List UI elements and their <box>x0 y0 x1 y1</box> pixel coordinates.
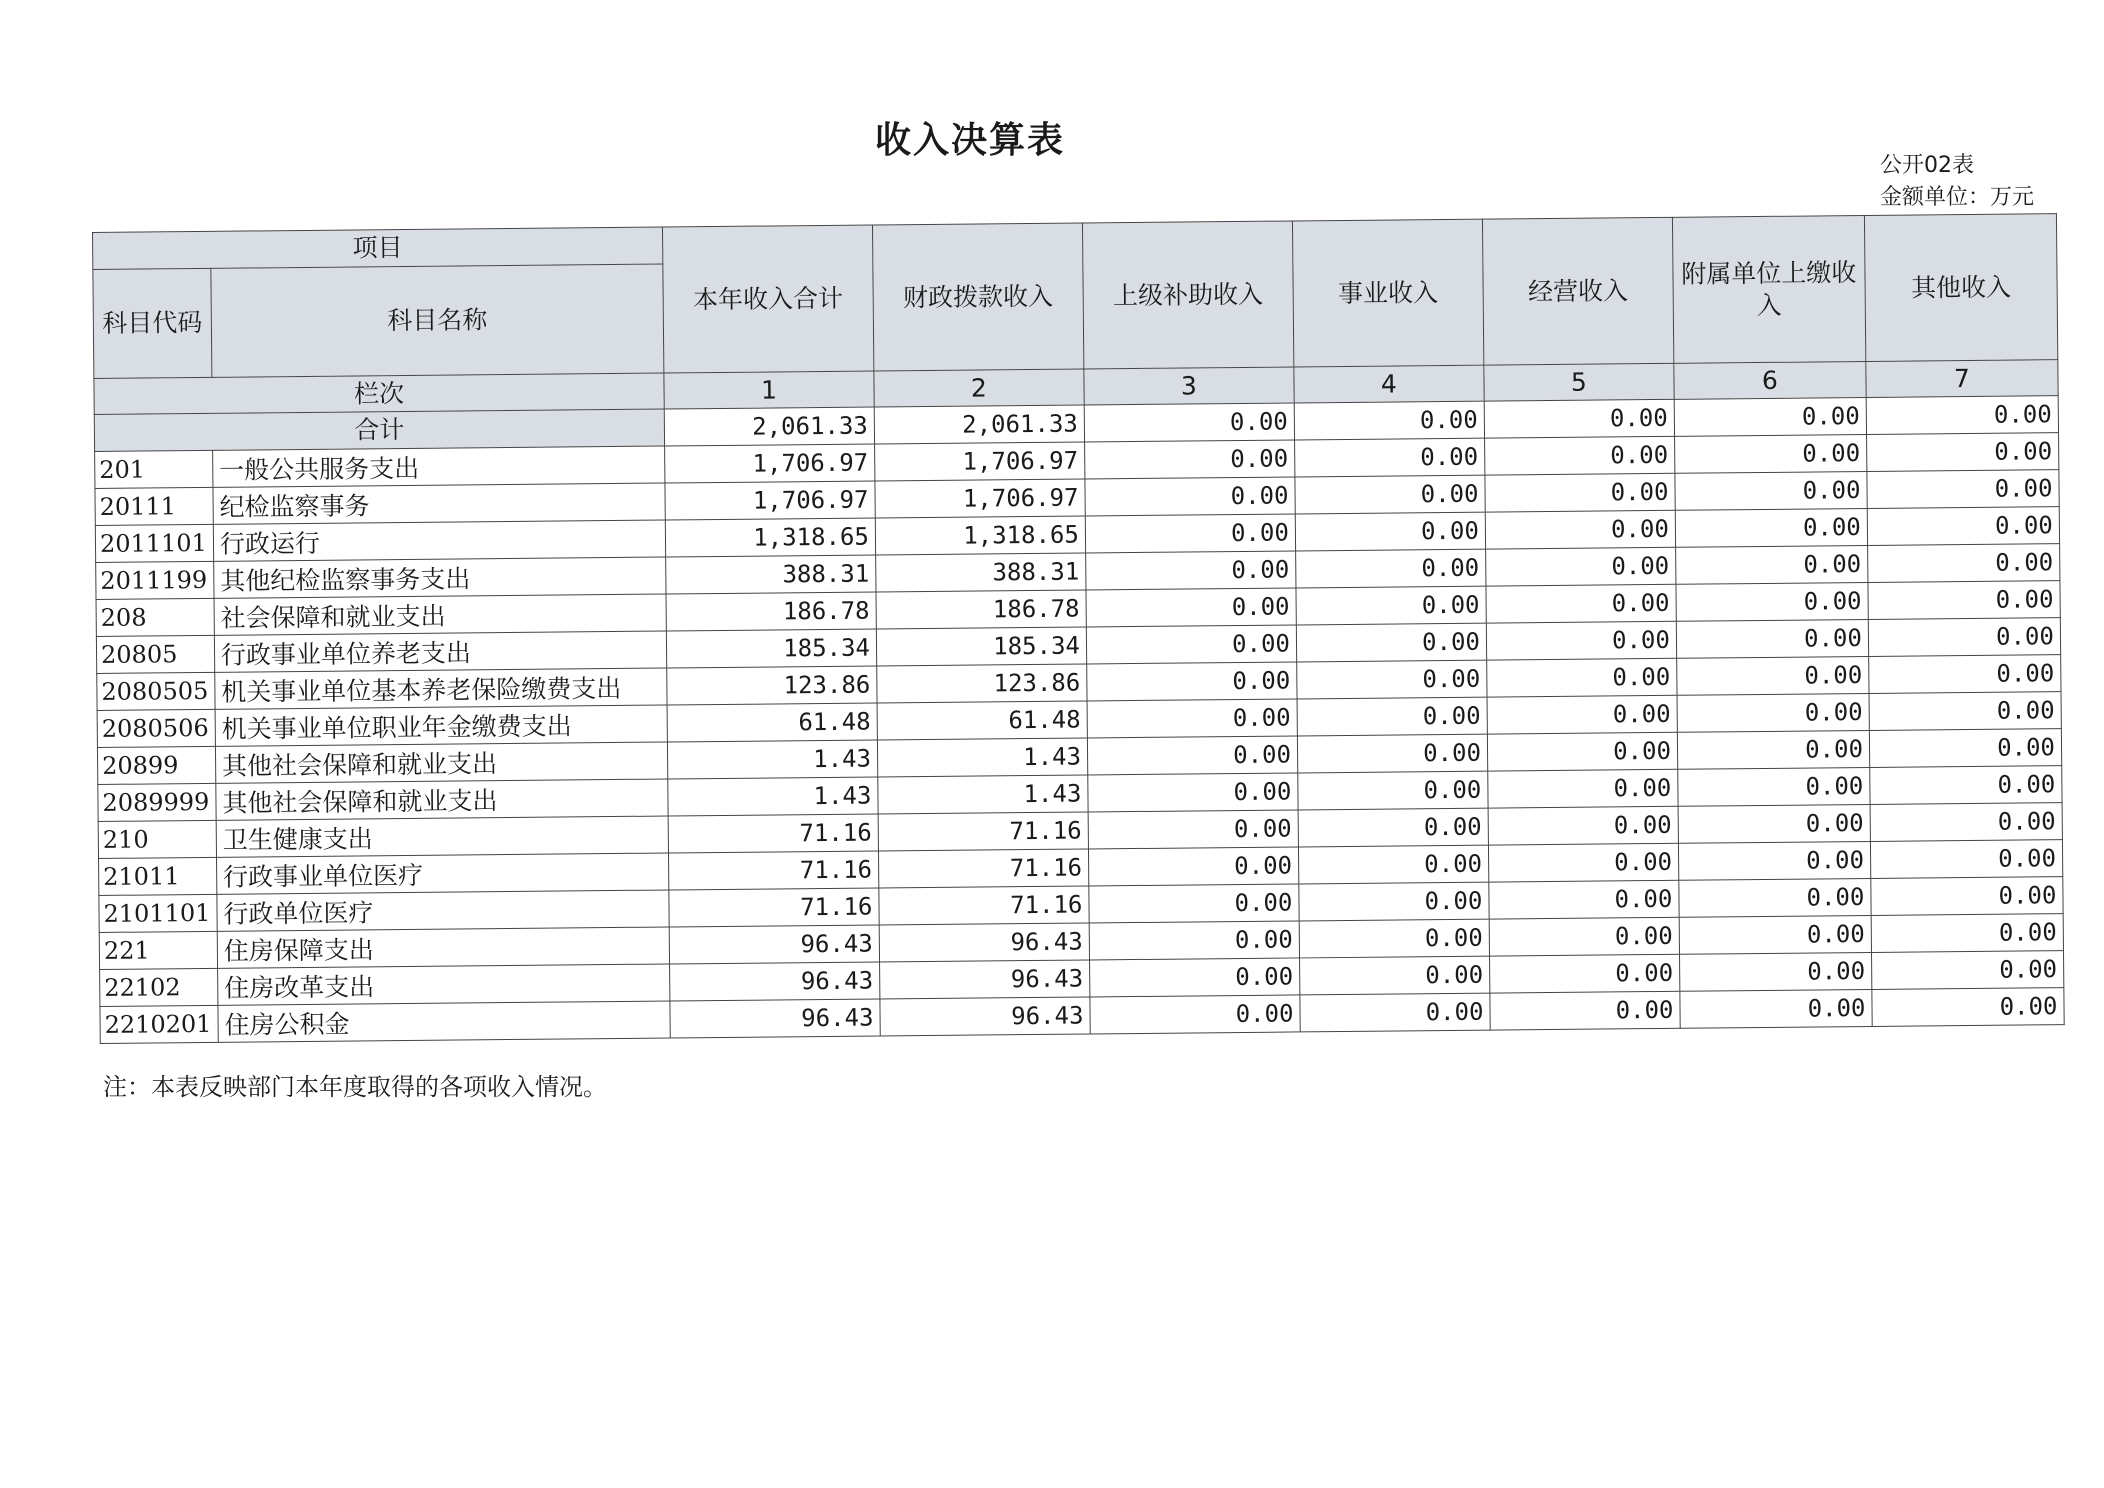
amount-cell: 0.00 <box>1678 767 1870 806</box>
amount-cell: 0.00 <box>1090 995 1300 1034</box>
amount-cell: 0.00 <box>1870 840 2062 879</box>
total-value: 0.00 <box>1866 396 2058 435</box>
form-number: 公开02表 <box>1879 153 1974 178</box>
amount-cell: 0.00 <box>1488 769 1678 808</box>
col-number: 5 <box>1484 363 1674 401</box>
amount-cell: 0.00 <box>1870 766 2062 805</box>
amount-cell: 0.00 <box>1678 841 1870 880</box>
amount-cell: 123.86 <box>667 666 877 705</box>
amount-cell: 71.16 <box>879 886 1089 925</box>
amount-cell: 0.00 <box>1871 877 2063 916</box>
amount-cell: 0.00 <box>1087 699 1297 738</box>
amount-cell: 0.00 <box>1488 806 1678 845</box>
amount-cell: 0.00 <box>1086 625 1296 664</box>
total-value: 0.00 <box>1294 401 1484 440</box>
amount-cell: 96.43 <box>879 923 1089 962</box>
amount-cell: 0.00 <box>1869 692 2061 731</box>
amount-cell: 0.00 <box>1487 658 1677 697</box>
amount-cell: 0.00 <box>1867 507 2059 546</box>
amount-cell: 0.00 <box>1869 655 2061 694</box>
amount-cell: 0.00 <box>1485 510 1675 549</box>
amount-cell: 0.00 <box>1299 919 1489 958</box>
col-number: 3 <box>1084 367 1294 405</box>
amount-cell: 0.00 <box>1868 618 2060 657</box>
subject-code: 2210201 <box>100 1005 218 1043</box>
amount-cell: 0.00 <box>1679 878 1871 917</box>
amount-cell: 0.00 <box>1676 619 1868 658</box>
subject-code: 208 <box>96 598 214 636</box>
amount-cell: 0.00 <box>1089 884 1299 923</box>
header-item: 项目 <box>93 227 663 269</box>
header-col-6: 附属单位上缴收入 <box>1672 215 1865 363</box>
amount-cell: 0.00 <box>1489 917 1679 956</box>
subject-code: 210 <box>98 820 216 858</box>
amount-cell: 0.00 <box>1676 582 1868 621</box>
amount-cell: 71.16 <box>668 851 878 890</box>
amount-cell: 0.00 <box>1674 434 1866 473</box>
header-col-5: 经营收入 <box>1482 217 1673 365</box>
amount-cell: 0.00 <box>1679 915 1871 954</box>
col-number: 6 <box>1674 361 1866 399</box>
amount-cell: 0.00 <box>1675 545 1867 584</box>
amount-cell: 0.00 <box>1296 586 1486 625</box>
amount-cell: 0.00 <box>1677 693 1869 732</box>
subject-code: 22102 <box>100 968 218 1006</box>
amount-cell: 388.31 <box>876 553 1086 592</box>
amount-cell: 186.78 <box>666 592 876 631</box>
amount-cell: 0.00 <box>1872 988 2064 1027</box>
amount-cell: 0.00 <box>1299 956 1489 995</box>
amount-cell: 185.34 <box>876 627 1086 666</box>
amount-cell: 0.00 <box>1088 773 1298 812</box>
amount-cell: 0.00 <box>1489 880 1679 919</box>
amount-cell: 0.00 <box>1677 730 1869 769</box>
subject-code: 201 <box>95 450 213 488</box>
total-value: 2,061.33 <box>664 407 874 446</box>
table-note: 注：本表反映部门本年度取得的各项收入情况。 <box>103 1073 607 1101</box>
total-value: 2,061.33 <box>874 405 1084 444</box>
amount-cell: 0.00 <box>1298 845 1488 884</box>
subject-code: 20111 <box>95 487 213 525</box>
header-name: 科目名称 <box>211 264 664 377</box>
amount-cell: 186.78 <box>876 590 1086 629</box>
amount-cell: 0.00 <box>1296 623 1486 662</box>
subject-name: 一般公共服务支出 <box>212 446 664 487</box>
subject-code: 221 <box>99 931 217 969</box>
table-meta <box>1880 150 2034 214</box>
header-col-4: 事业收入 <box>1292 219 1483 367</box>
subject-code: 2080506 <box>97 709 215 747</box>
subject-name: 其他纪检监察事务支出 <box>214 557 666 598</box>
subject-name: 其他社会保障和就业支出 <box>215 742 667 783</box>
total-value: 0.00 <box>1674 397 1866 436</box>
amount-cell: 0.00 <box>1487 695 1677 734</box>
total-value: 0.00 <box>1084 403 1294 442</box>
amount-cell: 71.16 <box>669 888 879 927</box>
subject-name: 社会保障和就业支出 <box>214 594 666 635</box>
amount-cell: 0.00 <box>1871 951 2063 990</box>
amount-cell: 0.00 <box>1086 588 1296 627</box>
amount-cell: 1,706.97 <box>664 444 874 483</box>
amount-cell: 0.00 <box>1089 921 1299 960</box>
amount-cell: 0.00 <box>1490 991 1680 1030</box>
amount-cell: 0.00 <box>1869 729 2061 768</box>
header-code: 科目代码 <box>93 268 212 378</box>
subject-name: 住房保障支出 <box>217 927 669 968</box>
header-row-1 <box>93 214 2057 270</box>
amount-cell: 0.00 <box>1294 438 1484 477</box>
amount-cell: 0.00 <box>1680 989 1872 1028</box>
subject-code: 2011101 <box>95 524 213 562</box>
amount-cell: 0.00 <box>1085 477 1295 516</box>
amount-unit: 金额单位：万元 <box>1879 185 2034 210</box>
amount-cell: 0.00 <box>1675 508 1867 547</box>
subject-code: 2089999 <box>98 783 216 821</box>
subject-name: 其他社会保障和就业支出 <box>216 779 668 820</box>
amount-cell: 0.00 <box>1679 952 1871 991</box>
amount-cell: 0.00 <box>1675 471 1867 510</box>
subject-code: 20899 <box>97 746 215 784</box>
amount-cell: 0.00 <box>1484 436 1674 475</box>
amount-cell: 1,318.65 <box>875 516 1085 555</box>
amount-cell: 0.00 <box>1300 993 1490 1032</box>
header-col-no: 栏次 <box>94 373 664 414</box>
amount-cell: 71.16 <box>878 812 1088 851</box>
header-col-1: 本年收入合计 <box>662 225 873 373</box>
subject-name: 住房改革支出 <box>217 964 669 1005</box>
col-number: 1 <box>664 371 874 409</box>
amount-cell: 0.00 <box>1298 771 1488 810</box>
amount-cell: 61.48 <box>877 701 1087 740</box>
amount-cell: 0.00 <box>1295 512 1485 551</box>
amount-cell: 0.00 <box>1870 803 2062 842</box>
amount-cell: 1,706.97 <box>875 479 1085 518</box>
col-number: 7 <box>1866 360 2058 398</box>
subject-name: 卫生健康支出 <box>216 816 668 857</box>
amount-cell: 0.00 <box>1488 843 1678 882</box>
page-title: 收入决算表 <box>875 120 1066 161</box>
amount-cell: 96.43 <box>879 960 1089 999</box>
amount-cell: 0.00 <box>1678 804 1870 843</box>
amount-cell: 0.00 <box>1084 440 1294 479</box>
subject-code: 20805 <box>96 635 214 673</box>
amount-cell: 1.43 <box>668 777 878 816</box>
amount-cell: 0.00 <box>1299 882 1489 921</box>
amount-cell: 0.00 <box>1298 808 1488 847</box>
amount-cell: 0.00 <box>1487 732 1677 771</box>
header-col-2: 财政拨款收入 <box>872 223 1083 371</box>
amount-cell: 123.86 <box>877 664 1087 703</box>
income-table-sheet <box>92 213 2065 1044</box>
table-body <box>94 396 2064 1044</box>
subject-name: 纪检监察事务 <box>213 483 665 524</box>
total-label: 合计 <box>94 409 664 451</box>
subject-name: 机关事业单位基本养老保险缴费支出 <box>215 668 667 709</box>
amount-cell: 0.00 <box>1485 473 1675 512</box>
amount-cell: 1.43 <box>667 740 877 779</box>
amount-cell: 0.00 <box>1871 914 2063 953</box>
col-number: 4 <box>1294 365 1484 403</box>
amount-cell: 0.00 <box>1087 736 1297 775</box>
amount-cell: 0.00 <box>1296 549 1486 588</box>
amount-cell: 185.34 <box>666 629 876 668</box>
amount-cell: 0.00 <box>1867 544 2059 583</box>
amount-cell: 0.00 <box>1297 734 1487 773</box>
amount-cell: 96.43 <box>669 925 879 964</box>
amount-cell: 0.00 <box>1085 514 1295 553</box>
amount-cell: 71.16 <box>668 814 878 853</box>
amount-cell: 0.00 <box>1486 621 1676 660</box>
subject-name: 行政运行 <box>213 520 665 561</box>
amount-cell: 0.00 <box>1089 958 1299 997</box>
amount-cell: 71.16 <box>878 849 1088 888</box>
header-col-3: 上级补助收入 <box>1082 221 1293 369</box>
subject-name: 行政事业单位养老支出 <box>214 631 666 672</box>
subject-name: 行政事业单位医疗 <box>216 853 668 894</box>
income-final-accounts-table <box>92 213 2065 1044</box>
amount-cell: 1,706.97 <box>874 442 1084 481</box>
total-value: 0.00 <box>1484 399 1674 438</box>
subject-name: 住房公积金 <box>218 1001 670 1042</box>
subject-code: 2101101 <box>99 894 217 932</box>
amount-cell: 0.00 <box>1088 847 1298 886</box>
amount-cell: 0.00 <box>1087 662 1297 701</box>
amount-cell: 0.00 <box>1866 433 2058 472</box>
amount-cell: 0.00 <box>1677 656 1869 695</box>
subject-code: 2080505 <box>97 672 215 710</box>
amount-cell: 96.43 <box>669 962 879 1001</box>
amount-cell: 61.48 <box>667 703 877 742</box>
amount-cell: 0.00 <box>1297 660 1487 699</box>
amount-cell: 0.00 <box>1086 551 1296 590</box>
amount-cell: 0.00 <box>1485 547 1675 586</box>
amount-cell: 96.43 <box>670 999 880 1038</box>
amount-cell: 0.00 <box>1489 954 1679 993</box>
amount-cell: 0.00 <box>1295 475 1485 514</box>
header-col-7: 其他收入 <box>1864 214 2057 362</box>
subject-code: 21011 <box>99 857 217 895</box>
amount-cell: 0.00 <box>1486 584 1676 623</box>
amount-cell: 0.00 <box>1088 810 1298 849</box>
col-number: 2 <box>874 369 1084 407</box>
amount-cell: 388.31 <box>666 555 876 594</box>
amount-cell: 96.43 <box>880 997 1090 1036</box>
subject-code: 2011199 <box>96 561 214 599</box>
amount-cell: 1,706.97 <box>665 481 875 520</box>
amount-cell: 0.00 <box>1868 581 2060 620</box>
subject-name: 机关事业单位职业年金缴费支出 <box>215 705 667 746</box>
amount-cell: 1.43 <box>878 775 1088 814</box>
amount-cell: 1,318.65 <box>665 518 875 557</box>
amount-cell: 0.00 <box>1867 470 2059 509</box>
amount-cell: 1.43 <box>877 738 1087 777</box>
amount-cell: 0.00 <box>1297 697 1487 736</box>
subject-name: 行政单位医疗 <box>217 890 669 931</box>
